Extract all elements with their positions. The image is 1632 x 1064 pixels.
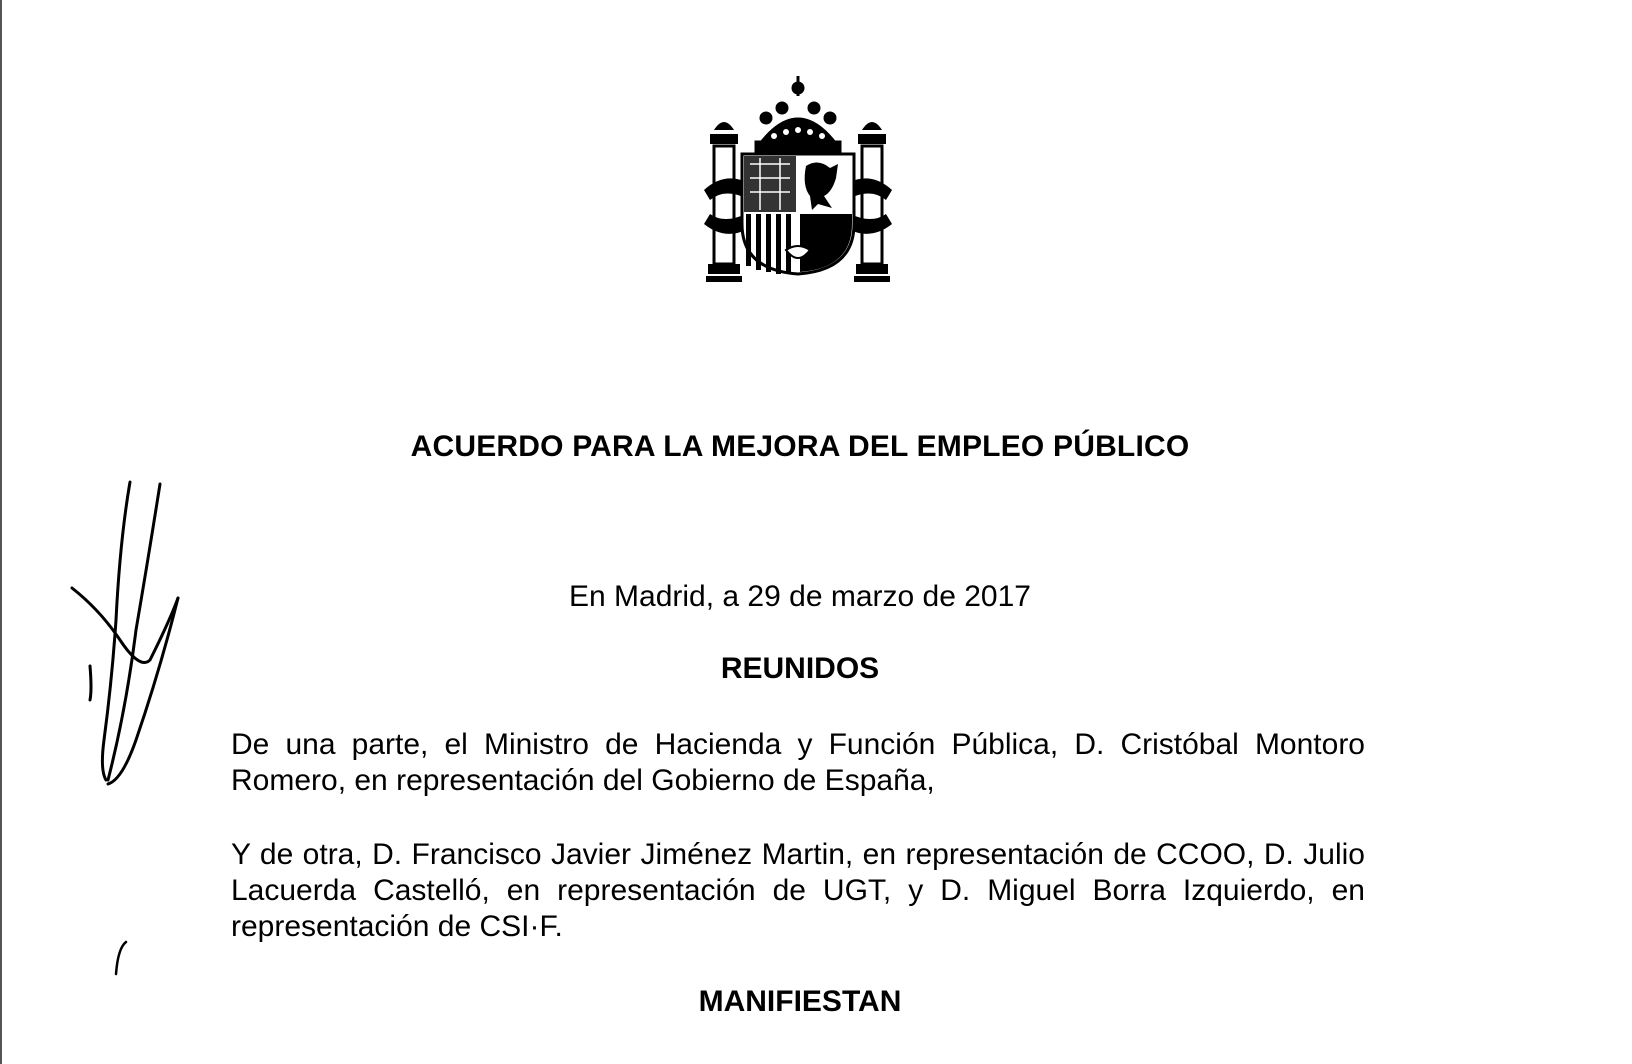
page-left-edge	[0, 0, 2, 1064]
date-line: En Madrid, a 29 de marzo de 2017	[569, 580, 1031, 613]
paragraph-first-party: De una parte, el Ministro de Hacienda y Función Pública, D. Cristóbal Montoro Romero, en representación del Gobierno de España,	[231, 728, 1365, 797]
coat-of-arms-icon	[700, 74, 896, 288]
cropped-text-line	[231, 1052, 1365, 1064]
document-title: ACUERDO PARA LA MEJORA DEL EMPLEO PÚBLICO	[410, 430, 1190, 463]
paragraph-second-party: Y de otra, D. Francisco Javier Jiménez Martin, en representación de CCOO, D. Julio Lacuerda Castelló, en representación de UGT, y D. Miguel Borra Izquierdo, en representación de CSI·F.	[231, 838, 1365, 943]
section-heading-manifiestan: MANIFIESTAN	[698, 985, 902, 1018]
section-heading-reunidos: REUNIDOS	[720, 652, 880, 685]
